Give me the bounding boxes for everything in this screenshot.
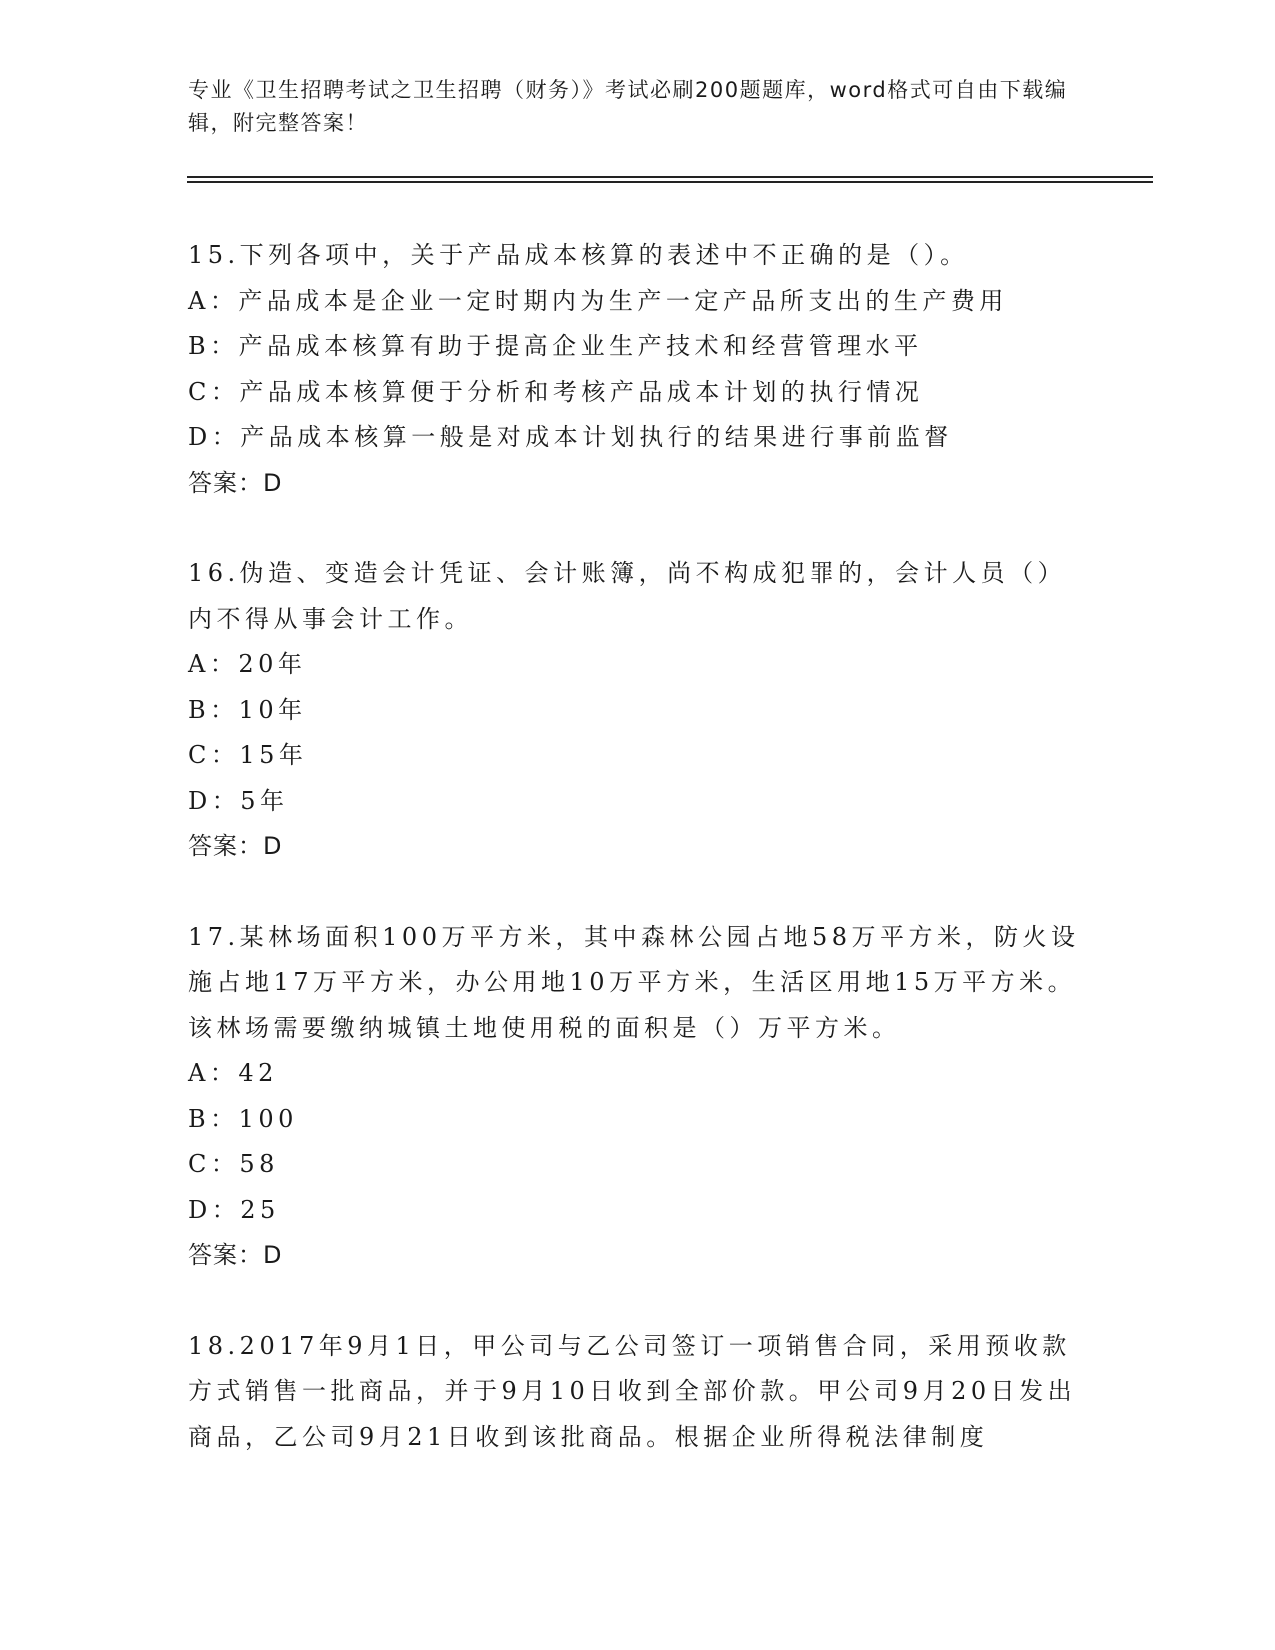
question-text: 16.伪造、变造会计凭证、会计账簿，尚不构成犯罪的，会计人员（）内不得从事会计工作。: [188, 559, 1067, 633]
option-b: B：100: [188, 1104, 298, 1133]
option-d: D：5年: [188, 786, 289, 815]
document-header: [188, 74, 1088, 140]
answer: 答案：D: [188, 468, 283, 497]
question-16: [188, 551, 1088, 870]
header-divider-bottom: [187, 181, 1153, 183]
option-a: A：20年: [188, 650, 307, 678]
question-text: 18.2017年9月1日，甲公司与乙公司签订一项销售合同，采用预收款方式销售一批商品，并于9月10日收到全部价款。甲公司9月20日发出商品，乙公司9月21日收到该批商品。根据企业所得税法律制度: [188, 1331, 1077, 1451]
question-17: [188, 915, 1088, 1279]
option-a: A：产品成本是企业一定时期内为生产一定产品所支出的生产费用: [188, 286, 1008, 315]
option-a: A：42: [188, 1059, 278, 1087]
option-b: B：10年: [188, 695, 307, 724]
question-text: 17.某林场面积100万平方米，其中森林公园占地58万平方米，防火设施占地17万平方米，办公用地10万平方米，生活区用地15万平方米。该林场需要缴纳城镇土地使用税的面积是（）万平方米。: [188, 922, 1080, 1042]
document-title: 专业《卫生招聘考试之卫生招聘（财务）》考试必刷200题题库，word格式可自由下载编辑，附完整答案！: [188, 78, 1068, 135]
option-c: C：产品成本核算便于分析和考核产品成本计划的执行情况: [188, 377, 924, 406]
question-15: [188, 233, 1088, 506]
question-list: [188, 233, 1088, 1505]
option-c: C：15年: [188, 741, 308, 769]
answer: 答案：D: [188, 832, 283, 860]
option-b: B：产品成本核算有助于提高企业生产技术和经营管理水平: [188, 332, 923, 360]
question-18: [188, 1324, 1088, 1461]
answer: 答案：D: [188, 1241, 283, 1269]
option-c: C：58: [188, 1150, 279, 1178]
option-d: D：产品成本核算一般是对成本计划执行的结果进行事前监督: [188, 423, 953, 451]
question-text: 15.下列各项中，关于产品成本核算的表述中不正确的是（）。: [188, 241, 969, 269]
header-divider-top: [187, 176, 1153, 178]
option-d: D：25: [188, 1195, 280, 1224]
